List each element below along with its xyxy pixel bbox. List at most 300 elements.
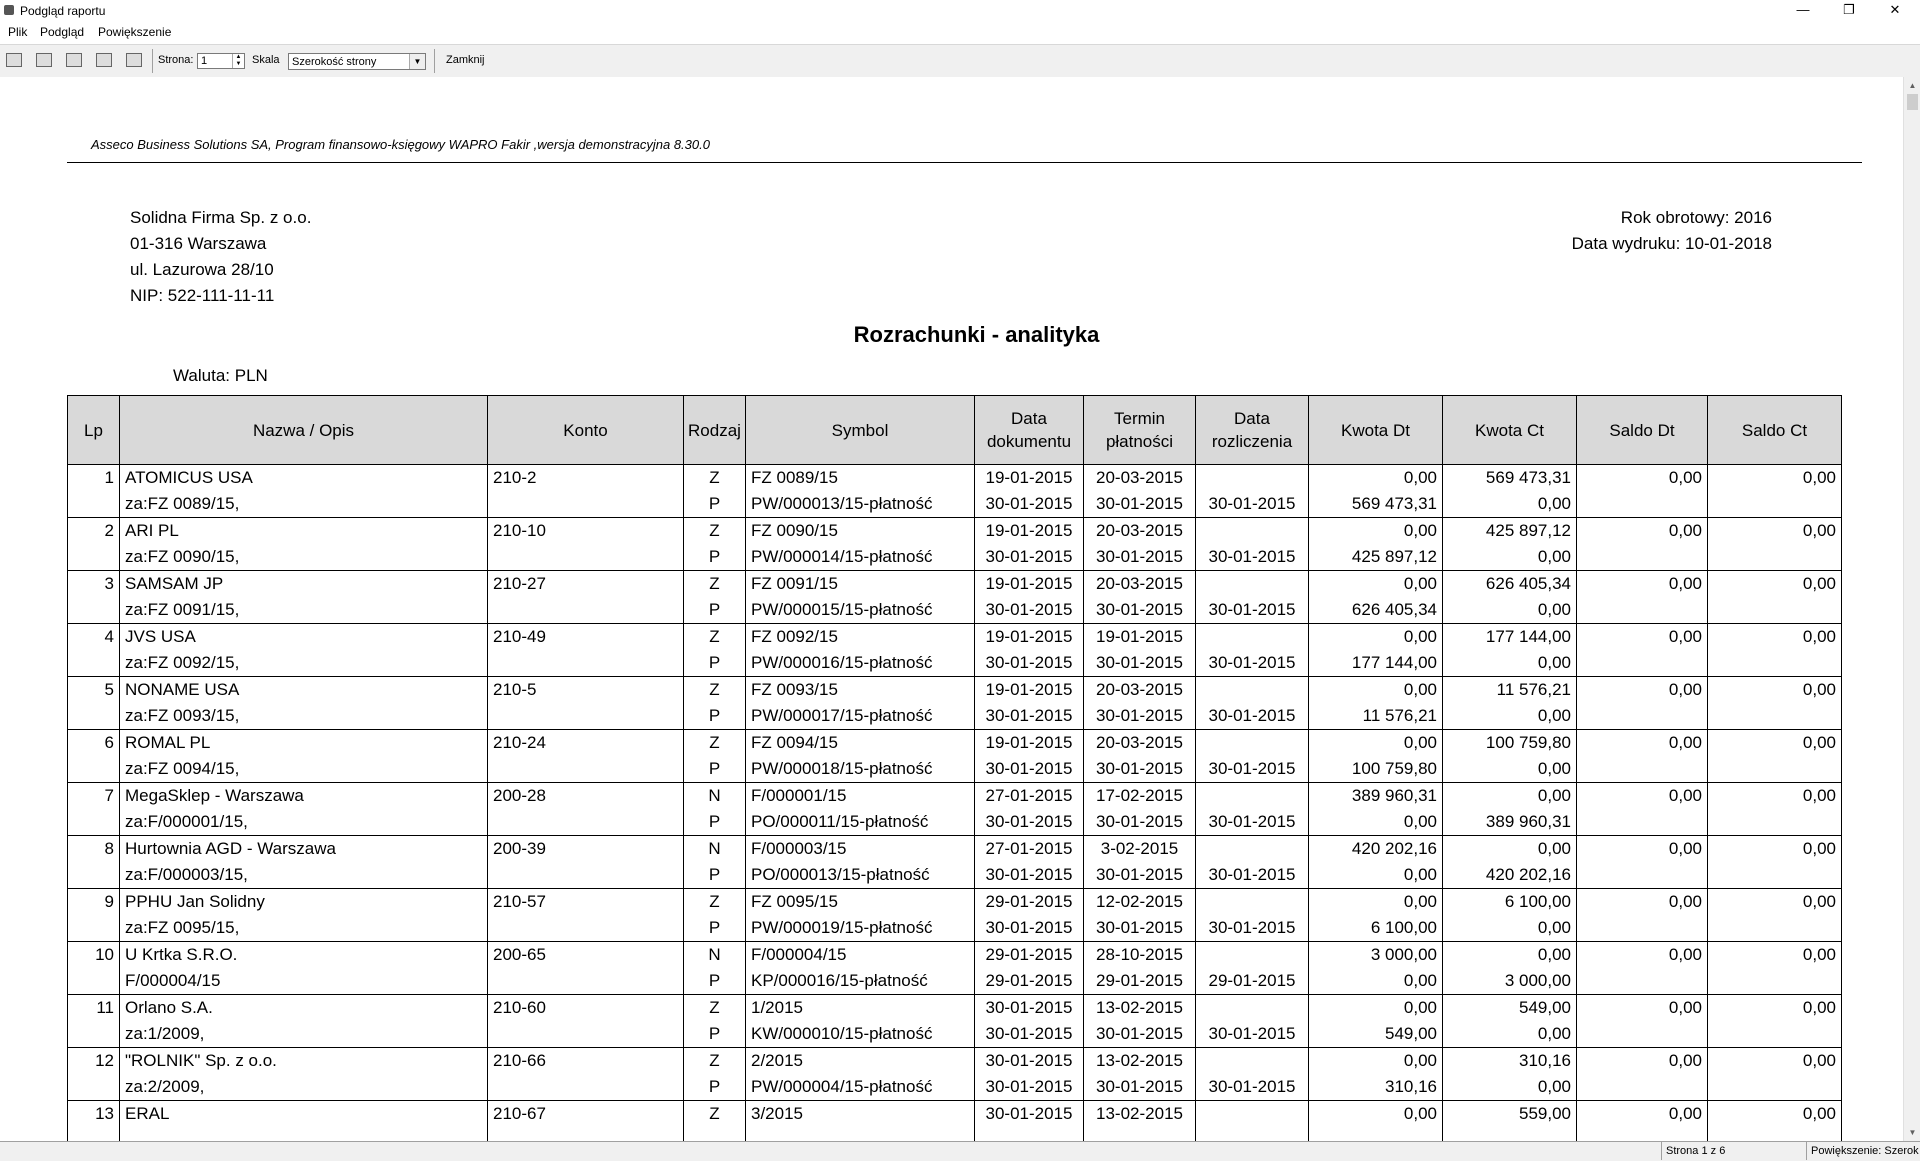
- cell-tp2: 30-01-2015: [1084, 915, 1196, 942]
- cell-kct2: 0,00: [1443, 597, 1577, 624]
- cell-dr2: 30-01-2015: [1196, 597, 1309, 624]
- cell-konto: 210-27: [488, 571, 684, 598]
- report-title: Rozrachunki - analityka: [853, 322, 1100, 347]
- cell-tp2: 29-01-2015: [1084, 968, 1196, 995]
- cell-kct1: 425 897,12: [1443, 518, 1577, 545]
- table-row: [68, 730, 1842, 757]
- cell-desc: za:F/000001/15,: [120, 809, 488, 836]
- cell-empty: [488, 1021, 684, 1048]
- one-page-icon[interactable]: [36, 53, 52, 67]
- cell-dd2: 30-01-2015: [975, 597, 1084, 624]
- settings-icon[interactable]: [96, 53, 112, 67]
- cell-lp: 3: [68, 571, 120, 598]
- cell-tp1: 20-03-2015: [1084, 730, 1196, 757]
- cell-empty: [488, 650, 684, 677]
- cell-dd2: 30-01-2015: [975, 862, 1084, 889]
- cell-name: Orlano S.A.: [120, 995, 488, 1022]
- cell-kct2: 0,00: [1443, 756, 1577, 783]
- cell-kct2: 3 000,00: [1443, 968, 1577, 995]
- cell-lp: 2: [68, 518, 120, 545]
- table-row: [68, 968, 1842, 995]
- col-due-date: Termin płatności: [1084, 396, 1196, 465]
- cell-dd2: [975, 1127, 1084, 1141]
- menu-plik[interactable]: Plik: [8, 25, 28, 39]
- cell-r1: Z: [684, 1048, 746, 1075]
- cell-desc: za:FZ 0092/15,: [120, 650, 488, 677]
- cell-kct1: 177 144,00: [1443, 624, 1577, 651]
- cell-kdt1: 0,00: [1309, 571, 1443, 598]
- cell-dr1: [1196, 783, 1309, 810]
- cell-s2: PW/000016/15-płatność: [746, 650, 975, 677]
- col-doc-date: Data dokumentu: [975, 396, 1084, 465]
- cell-s2: PW/000013/15-płatność: [746, 491, 975, 518]
- cell-tp2: 30-01-2015: [1084, 650, 1196, 677]
- maximize-button[interactable]: ❐: [1843, 2, 1855, 17]
- cell-dd2: 30-01-2015: [975, 491, 1084, 518]
- table-row: [68, 571, 1842, 598]
- scale-value: Szerokość strony: [292, 56, 377, 68]
- cell-empty: [488, 1074, 684, 1101]
- cell-lp: 5: [68, 677, 120, 704]
- status-bar: [0, 1141, 1920, 1161]
- cell-r2: P: [684, 968, 746, 995]
- cell-empty: [68, 650, 120, 677]
- cell-kct1: 569 473,31: [1443, 465, 1577, 492]
- status-zoom: Powiększenie: Szerok: [1806, 1142, 1920, 1160]
- cell-kdt2: 626 405,34: [1309, 597, 1443, 624]
- cell-kct2: 0,00: [1443, 703, 1577, 730]
- cell-kdt1: 0,00: [1309, 465, 1443, 492]
- menu-powiekszenie[interactable]: Powiększenie: [98, 25, 172, 39]
- cell-r1: Z: [684, 571, 746, 598]
- cell-dr1: [1196, 677, 1309, 704]
- table-body: [68, 465, 1842, 1142]
- cell-dr2: 30-01-2015: [1196, 1021, 1309, 1048]
- table-row: [68, 915, 1842, 942]
- cell-desc: [120, 1127, 488, 1141]
- cell-empty: [1577, 1127, 1708, 1141]
- cell-sdt: 0,00: [1577, 518, 1708, 545]
- cell-dd1: 19-01-2015: [975, 465, 1084, 492]
- cell-sct: 0,00: [1708, 730, 1842, 757]
- cell-lp: 1: [68, 465, 120, 492]
- cell-kdt2: 6 100,00: [1309, 915, 1443, 942]
- cell-s2: PO/000013/15-płatność: [746, 862, 975, 889]
- col-amount-ct: Kwota Ct: [1443, 396, 1577, 465]
- cell-r1: Z: [684, 1101, 746, 1128]
- cell-empty: [68, 1021, 120, 1048]
- cell-empty: [1708, 703, 1842, 730]
- cell-name: Hurtownia AGD - Warszawa: [120, 836, 488, 863]
- cell-dd2: 29-01-2015: [975, 968, 1084, 995]
- col-name: Nazwa / Opis: [120, 396, 488, 465]
- report-page: [0, 77, 1903, 1141]
- cell-desc: za:F/000003/15,: [120, 862, 488, 889]
- title-bar: [0, 0, 1920, 22]
- status-page: Strona 1 z 6: [1661, 1142, 1806, 1160]
- cell-lp: 9: [68, 889, 120, 916]
- cell-kdt2: 11 576,21: [1309, 703, 1443, 730]
- cell-name: MegaSklep - Warszawa: [120, 783, 488, 810]
- close-window-button[interactable]: ✕: [1889, 2, 1901, 17]
- menu-podglad[interactable]: Podgląd: [40, 25, 85, 39]
- cell-dd1: 19-01-2015: [975, 677, 1084, 704]
- cell-konto: 200-65: [488, 942, 684, 969]
- cell-tp1: 28-10-2015: [1084, 942, 1196, 969]
- cell-r2: P: [684, 862, 746, 889]
- cell-r2: P: [684, 491, 746, 518]
- cell-dd1: 19-01-2015: [975, 730, 1084, 757]
- table-row: [68, 597, 1842, 624]
- cell-sdt: 0,00: [1577, 1101, 1708, 1128]
- cell-tp1: 13-02-2015: [1084, 1048, 1196, 1075]
- cell-desc: za:FZ 0095/15,: [120, 915, 488, 942]
- cell-empty: [1577, 544, 1708, 571]
- window-title: Podgląd raportu: [20, 4, 106, 18]
- cell-lp: 11: [68, 995, 120, 1022]
- cell-kct1: 559,00: [1443, 1101, 1577, 1128]
- cell-kct1: 626 405,34: [1443, 571, 1577, 598]
- cell-dd2: 30-01-2015: [975, 1021, 1084, 1048]
- cell-empty: [1708, 756, 1842, 783]
- col-balance-ct: Saldo Ct: [1708, 396, 1842, 465]
- cell-empty: [488, 915, 684, 942]
- cell-kdt2: [1309, 1127, 1443, 1141]
- cell-r1: Z: [684, 995, 746, 1022]
- cell-kct2: 0,00: [1443, 544, 1577, 571]
- cell-empty: [488, 862, 684, 889]
- cell-empty: [488, 597, 684, 624]
- cell-empty: [1708, 491, 1842, 518]
- cell-dd2: 30-01-2015: [975, 915, 1084, 942]
- scroll-down-icon[interactable]: ▼: [1908, 1128, 1917, 1137]
- toolbar-separator: [152, 49, 153, 73]
- cell-sct: 0,00: [1708, 624, 1842, 651]
- table-row: [68, 465, 1842, 492]
- cell-tp2: 30-01-2015: [1084, 1074, 1196, 1101]
- cell-empty: [488, 491, 684, 518]
- cell-name: NONAME USA: [120, 677, 488, 704]
- cell-name: "ROLNIK" Sp. z o.o.: [120, 1048, 488, 1075]
- cell-r1: N: [684, 783, 746, 810]
- close-preview-button[interactable]: Zamknij: [446, 54, 485, 66]
- cell-kdt2: 549,00: [1309, 1021, 1443, 1048]
- cell-dd1: 30-01-2015: [975, 1048, 1084, 1075]
- cell-kct2: 420 202,16: [1443, 862, 1577, 889]
- cell-kdt2: 100 759,80: [1309, 756, 1443, 783]
- cell-s1: FZ 0091/15: [746, 571, 975, 598]
- cell-dd1: 27-01-2015: [975, 783, 1084, 810]
- cell-r2: P: [684, 650, 746, 677]
- cell-kct2: 0,00: [1443, 1021, 1577, 1048]
- cell-kdt1: 0,00: [1309, 518, 1443, 545]
- cell-empty: [68, 703, 120, 730]
- cell-konto: 210-57: [488, 889, 684, 916]
- cell-s2: [746, 1127, 975, 1141]
- cell-tp1: 13-02-2015: [1084, 1101, 1196, 1128]
- cell-konto: 210-5: [488, 677, 684, 704]
- cell-konto: 210-2: [488, 465, 684, 492]
- table-header-row: [68, 396, 1842, 465]
- cell-empty: [1708, 809, 1842, 836]
- cell-lp: 6: [68, 730, 120, 757]
- cell-dr1: [1196, 836, 1309, 863]
- cell-empty: [1577, 968, 1708, 995]
- cell-tp1: 20-03-2015: [1084, 465, 1196, 492]
- cell-kct2: 0,00: [1443, 650, 1577, 677]
- col-symbol: Symbol: [746, 396, 975, 465]
- cell-sct: 0,00: [1708, 571, 1842, 598]
- cell-dd1: 29-01-2015: [975, 942, 1084, 969]
- cell-kct2: 0,00: [1443, 915, 1577, 942]
- cell-sdt: 0,00: [1577, 942, 1708, 969]
- scale-select[interactable]: [288, 53, 426, 70]
- cell-kct1: 549,00: [1443, 995, 1577, 1022]
- cell-s2: PW/000014/15-płatność: [746, 544, 975, 571]
- print-icon[interactable]: [6, 53, 22, 67]
- cell-konto: 210-60: [488, 995, 684, 1022]
- multi-page-icon[interactable]: [126, 53, 142, 67]
- cell-empty: [1577, 597, 1708, 624]
- cell-empty: [1708, 1021, 1842, 1048]
- cell-konto: 200-39: [488, 836, 684, 863]
- cell-empty: [1577, 1074, 1708, 1101]
- cell-tp2: 30-01-2015: [1084, 1021, 1196, 1048]
- cell-dr1: [1196, 730, 1309, 757]
- cell-kct1: 0,00: [1443, 836, 1577, 863]
- cell-name: ARI PL: [120, 518, 488, 545]
- spinner-arrows-icon[interactable]: ▲ ▼: [232, 54, 244, 68]
- table-row: [68, 1021, 1842, 1048]
- cell-empty: [68, 756, 120, 783]
- cell-sdt: 0,00: [1577, 624, 1708, 651]
- cell-dd1: 19-01-2015: [975, 571, 1084, 598]
- cell-desc: za:FZ 0093/15,: [120, 703, 488, 730]
- cell-empty: [1577, 1021, 1708, 1048]
- table-row: [68, 491, 1842, 518]
- export-icon[interactable]: [66, 53, 82, 67]
- table-row: [68, 677, 1842, 704]
- cell-dd1: 19-01-2015: [975, 518, 1084, 545]
- cell-r1: Z: [684, 730, 746, 757]
- cell-kdt2: 569 473,31: [1309, 491, 1443, 518]
- cell-sct: 0,00: [1708, 942, 1842, 969]
- cell-r2: P: [684, 1021, 746, 1048]
- cell-kct1: 0,00: [1443, 942, 1577, 969]
- cell-dd1: 27-01-2015: [975, 836, 1084, 863]
- table-row: [68, 756, 1842, 783]
- cell-dr1: [1196, 995, 1309, 1022]
- cell-sct: 0,00: [1708, 995, 1842, 1022]
- cell-kdt1: 0,00: [1309, 889, 1443, 916]
- cell-r1: N: [684, 942, 746, 969]
- cell-s2: PW/000018/15-płatność: [746, 756, 975, 783]
- cell-dd2: 30-01-2015: [975, 650, 1084, 677]
- cell-kct1: 6 100,00: [1443, 889, 1577, 916]
- cell-desc: za:2/2009,: [120, 1074, 488, 1101]
- menu-bar: [0, 22, 1920, 42]
- cell-empty: [1577, 862, 1708, 889]
- cell-sdt: 0,00: [1577, 677, 1708, 704]
- cell-s2: KP/000016/15-płatność: [746, 968, 975, 995]
- cell-s2: PW/000004/15-płatność: [746, 1074, 975, 1101]
- cell-empty: [488, 703, 684, 730]
- cell-r2: P: [684, 703, 746, 730]
- cell-dr1: [1196, 889, 1309, 916]
- cell-s1: FZ 0090/15: [746, 518, 975, 545]
- col-amount-dt: Kwota Dt: [1309, 396, 1443, 465]
- print-date: Data wydruku: 10-01-2018: [1571, 234, 1772, 253]
- cell-sct: 0,00: [1708, 465, 1842, 492]
- cell-dr2: 30-01-2015: [1196, 1074, 1309, 1101]
- table-row: [68, 783, 1842, 810]
- cell-empty: [68, 491, 120, 518]
- col-rodzaj: Rodzaj: [684, 396, 746, 465]
- company-name: Solidna Firma Sp. z o.o.: [130, 208, 312, 227]
- cell-empty: [1708, 915, 1842, 942]
- settlements-table: [67, 395, 1842, 1141]
- cell-konto: 210-24: [488, 730, 684, 757]
- cell-empty: [1708, 862, 1842, 889]
- cell-lp: 4: [68, 624, 120, 651]
- cell-konto: 210-10: [488, 518, 684, 545]
- cell-r2: P: [684, 809, 746, 836]
- cell-sct: 0,00: [1708, 1101, 1842, 1128]
- cell-desc: za:FZ 0090/15,: [120, 544, 488, 571]
- cell-s1: F/000004/15: [746, 942, 975, 969]
- cell-kdt1: 0,00: [1309, 730, 1443, 757]
- cell-dr2: 30-01-2015: [1196, 915, 1309, 942]
- col-settle-date: Data rozliczenia: [1196, 396, 1309, 465]
- cell-dd1: 19-01-2015: [975, 624, 1084, 651]
- cell-dr2: [1196, 1127, 1309, 1141]
- table-row: [68, 862, 1842, 889]
- scroll-thumb[interactable]: [1907, 94, 1918, 110]
- app-icon: [4, 5, 14, 15]
- cell-tp1: 13-02-2015: [1084, 995, 1196, 1022]
- cell-empty: [68, 544, 120, 571]
- cell-kdt1: 3 000,00: [1309, 942, 1443, 969]
- cell-empty: [68, 597, 120, 624]
- cell-dr1: [1196, 571, 1309, 598]
- cell-dr1: [1196, 624, 1309, 651]
- chevron-down-icon[interactable]: ▼: [409, 54, 425, 69]
- cell-sct: 0,00: [1708, 518, 1842, 545]
- cell-r1: Z: [684, 624, 746, 651]
- cell-sct: 0,00: [1708, 889, 1842, 916]
- scroll-up-icon[interactable]: ▲: [1908, 81, 1917, 90]
- cell-s1: 1/2015: [746, 995, 975, 1022]
- cell-kct1: 0,00: [1443, 783, 1577, 810]
- cell-dr2: 30-01-2015: [1196, 544, 1309, 571]
- page-value: 1: [201, 55, 208, 67]
- cell-empty: [1577, 915, 1708, 942]
- cell-sdt: 0,00: [1577, 465, 1708, 492]
- table-row: [68, 518, 1842, 545]
- cell-kdt1: 0,00: [1309, 1101, 1443, 1128]
- cell-kdt1: 0,00: [1309, 677, 1443, 704]
- cell-empty: [68, 862, 120, 889]
- cell-name: JVS USA: [120, 624, 488, 651]
- page-label: Strona:: [158, 54, 194, 66]
- cell-desc: za:FZ 0089/15,: [120, 491, 488, 518]
- cell-empty: [1708, 1127, 1842, 1141]
- cell-empty: [1708, 1074, 1842, 1101]
- company-city: 01-316 Warszawa: [130, 234, 267, 253]
- cell-s1: FZ 0092/15: [746, 624, 975, 651]
- cell-empty: [1577, 809, 1708, 836]
- cell-empty: [1577, 650, 1708, 677]
- currency-label: Waluta: PLN: [173, 366, 268, 385]
- cell-r1: N: [684, 836, 746, 863]
- company-nip: NIP: 522-111-11-11: [130, 286, 275, 305]
- cell-empty: [68, 968, 120, 995]
- cell-tp1: 17-02-2015: [1084, 783, 1196, 810]
- cell-kct1: 100 759,80: [1443, 730, 1577, 757]
- cell-dr1: [1196, 1048, 1309, 1075]
- cell-desc: F/000004/15: [120, 968, 488, 995]
- cell-lp: 10: [68, 942, 120, 969]
- cell-dd2: 30-01-2015: [975, 1074, 1084, 1101]
- cell-tp2: 30-01-2015: [1084, 597, 1196, 624]
- cell-lp: 7: [68, 783, 120, 810]
- cell-s2: PW/000015/15-płatność: [746, 597, 975, 624]
- cell-dr1: [1196, 465, 1309, 492]
- cell-s1: 2/2015: [746, 1048, 975, 1075]
- cell-sct: 0,00: [1708, 1048, 1842, 1075]
- cell-empty: [1708, 650, 1842, 677]
- cell-sdt: 0,00: [1577, 995, 1708, 1022]
- cell-empty: [1577, 703, 1708, 730]
- cell-s2: PW/000019/15-płatność: [746, 915, 975, 942]
- cell-s1: FZ 0095/15: [746, 889, 975, 916]
- cell-name: ERAL: [120, 1101, 488, 1128]
- cell-dr1: [1196, 942, 1309, 969]
- table-row: [68, 836, 1842, 863]
- cell-dr2: 30-01-2015: [1196, 650, 1309, 677]
- toolbar-separator: [434, 49, 435, 73]
- minimize-button[interactable]: —: [1796, 2, 1810, 17]
- cell-empty: [1577, 491, 1708, 518]
- cell-empty: [68, 915, 120, 942]
- cell-sct: 0,00: [1708, 677, 1842, 704]
- cell-kct1: 310,16: [1443, 1048, 1577, 1075]
- cell-r1: Z: [684, 465, 746, 492]
- page-spinner[interactable]: [197, 53, 245, 69]
- cell-kdt1: 389 960,31: [1309, 783, 1443, 810]
- cell-s2: KW/000010/15-płatność: [746, 1021, 975, 1048]
- cell-sdt: 0,00: [1577, 836, 1708, 863]
- cell-sct: 0,00: [1708, 783, 1842, 810]
- cell-dr2: 30-01-2015: [1196, 491, 1309, 518]
- table-row: [68, 942, 1842, 969]
- cell-r2: P: [684, 915, 746, 942]
- cell-r2: P: [684, 597, 746, 624]
- cell-s2: PO/000011/15-płatność: [746, 809, 975, 836]
- cell-dr2: 30-01-2015: [1196, 703, 1309, 730]
- cell-empty: [488, 756, 684, 783]
- table-row: [68, 650, 1842, 677]
- cell-r2: P: [684, 1074, 746, 1101]
- vertical-scrollbar[interactable]: [1903, 77, 1920, 1141]
- table-row: [68, 1127, 1842, 1141]
- cell-empty: [488, 1127, 684, 1141]
- cell-name: U Krtka S.R.O.: [120, 942, 488, 969]
- cell-konto: 200-28: [488, 783, 684, 810]
- table-row: [68, 703, 1842, 730]
- header-divider: [67, 162, 1862, 163]
- col-konto: Konto: [488, 396, 684, 465]
